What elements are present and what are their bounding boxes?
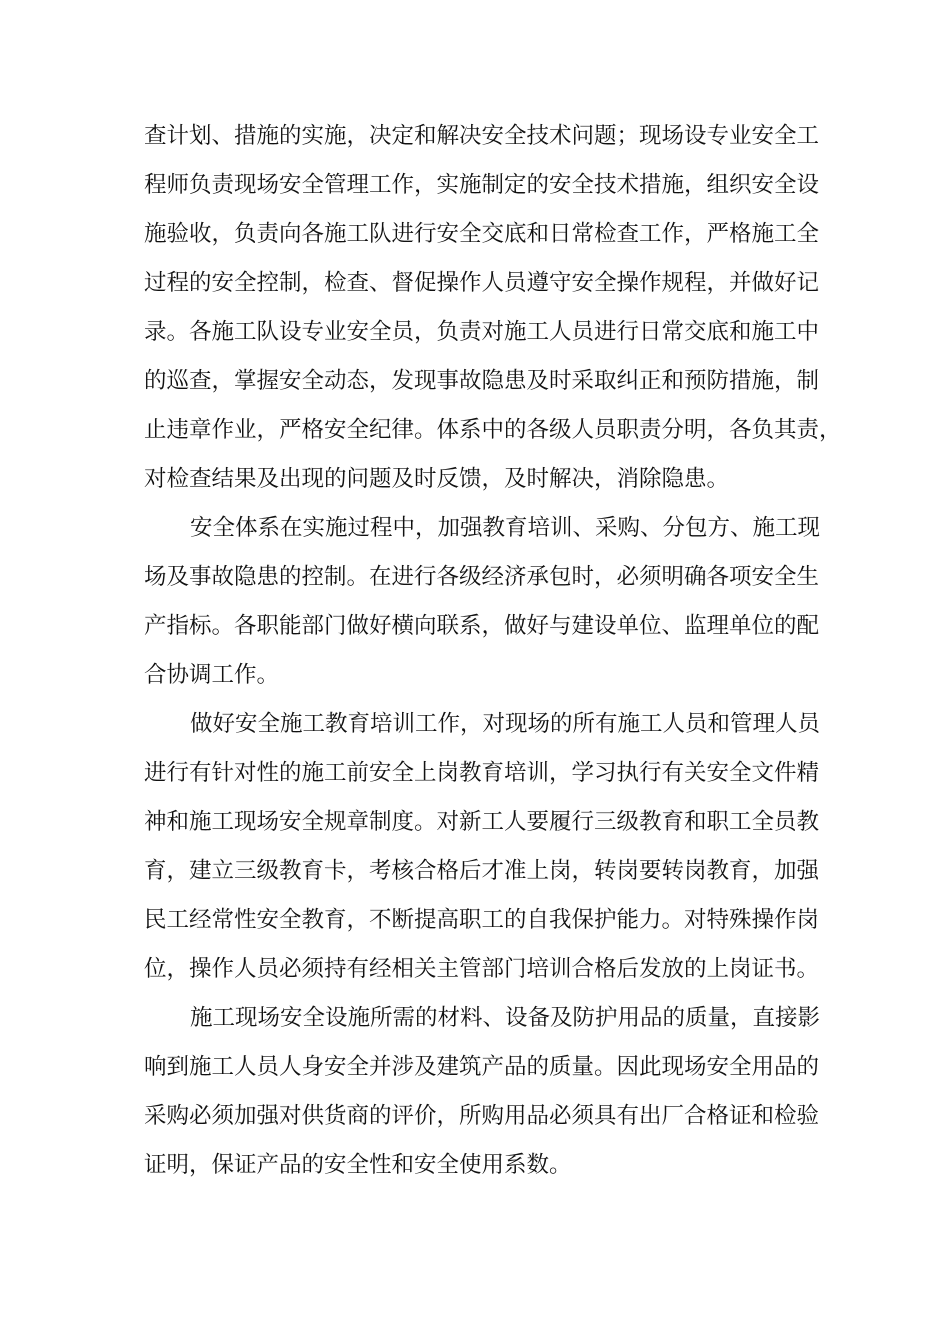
text-line: 查计划、措施的实施，决定和解决安全技术问题；现场设专业安全工 bbox=[144, 123, 820, 149]
text-line: 位，操作人员必须持有经相关主管部门培训合格后发放的上岗证书。 bbox=[144, 956, 820, 982]
text-line: 场及事故隐患的控制。在进行各级经济承包时，必须明确各项安全生 bbox=[144, 564, 820, 590]
text-line: 止违章作业，严格安全纪律。体系中的各级人员职责分明，各负其责， bbox=[144, 417, 842, 443]
body-text bbox=[144, 112, 842, 1190]
text-line: 的巡查，掌握安全动态，发现事故隐患及时采取纠正和预防措施，制 bbox=[144, 368, 820, 394]
paragraph-4 bbox=[144, 994, 821, 1190]
paragraph-2 bbox=[144, 504, 821, 700]
text-line: 过程的安全控制，检查、督促操作人员遵守安全操作规程，并做好记 bbox=[144, 270, 820, 296]
text-line: 民工经常性安全教育，不断提高职工的自我保护能力。对特殊操作岗 bbox=[144, 907, 820, 933]
text-line: 神和施工现场安全规章制度。对新工人要履行三级教育和职工全员教 bbox=[144, 809, 820, 835]
text-line: 对检查结果及出现的问题及时反馈，及时解决，消除隐患。 bbox=[144, 466, 730, 492]
text-line: 证明，保证产品的安全性和安全使用系数。 bbox=[144, 1152, 572, 1178]
text-line: 做好安全施工教育培训工作，对现场的所有施工人员和管理人员 bbox=[190, 711, 821, 737]
text-line: 合协调工作。 bbox=[144, 662, 280, 688]
text-line: 育，建立三级教育卡，考核合格后才准上岗，转岗要转岗教育，加强 bbox=[144, 858, 820, 884]
paragraph-1 bbox=[144, 112, 842, 504]
text-line: 施验收，负责向各施工队进行安全交底和日常检查工作，严格施工全 bbox=[144, 221, 820, 247]
text-line: 录。各施工队设专业安全员，负责对施工人员进行日常交底和施工中 bbox=[144, 319, 820, 345]
text-line: 采购必须加强对供货商的评价，所购用品必须具有出厂合格证和检验 bbox=[144, 1103, 820, 1129]
text-line: 程师负责现场安全管理工作，实施制定的安全技术措施，组织安全设 bbox=[144, 172, 820, 198]
text-line: 安全体系在实施过程中，加强教育培训、采购、分包方、施工现 bbox=[190, 515, 821, 541]
text-line: 响到施工人员人身安全并涉及建筑产品的质量。因此现场安全用品的 bbox=[144, 1054, 820, 1080]
text-line: 产指标。各职能部门做好横向联系，做好与建设单位、监理单位的配 bbox=[144, 613, 820, 639]
text-line: 施工现场安全设施所需的材料、设备及防护用品的质量，直接影 bbox=[190, 1005, 821, 1031]
text-line: 进行有针对性的施工前安全上岗教育培训，学习执行有关安全文件精 bbox=[144, 760, 820, 786]
paragraph-3 bbox=[144, 700, 821, 994]
